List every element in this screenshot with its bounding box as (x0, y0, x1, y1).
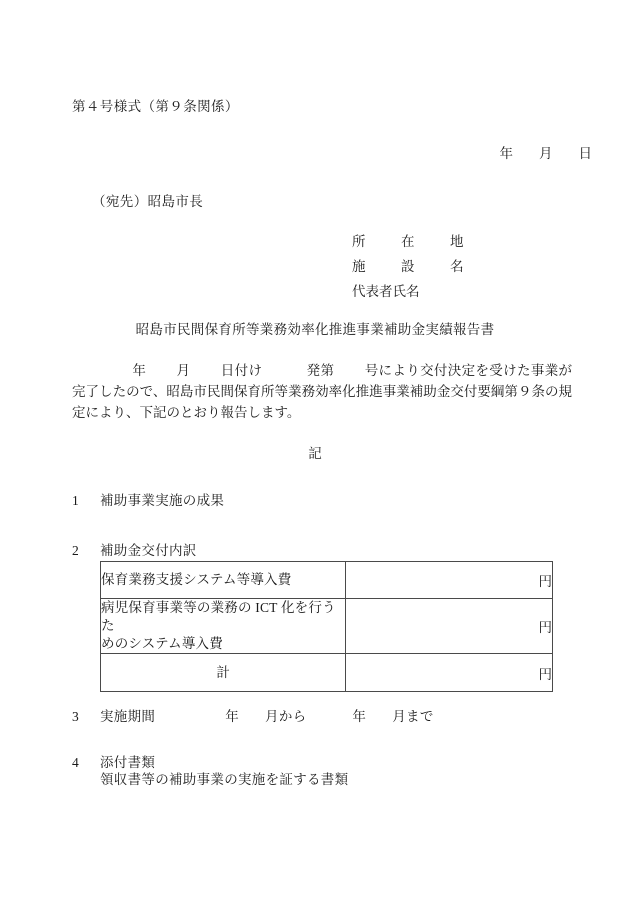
sender-block (352, 229, 475, 304)
table-row (101, 654, 553, 692)
table-row (101, 599, 553, 654)
addressee: （宛先）昭島市長 (92, 194, 204, 209)
breakdown-total-amount[interactable]: 円 (346, 654, 553, 692)
breakdown-row-2-amount[interactable]: 円 (346, 599, 553, 654)
date-day-label: 日 (578, 146, 592, 161)
section-item-1-number: 1 (72, 493, 80, 508)
page-title: 昭島市民間保育所等業務効率化推進事業補助金実績報告書 (135, 322, 495, 337)
section-item-2 (72, 539, 197, 559)
grant-issue-label: 発第 (306, 363, 335, 378)
section-item-1-label: 補助事業実施の成果 (100, 493, 225, 508)
table-row (101, 562, 553, 599)
representative-name-field (352, 279, 464, 304)
grant-year-label: 年 (132, 363, 147, 378)
breakdown-total-label: 計 (101, 654, 346, 692)
section-item-2-number: 2 (72, 543, 80, 558)
location-field-label: 所 在 地 (352, 234, 475, 249)
section-item-4-number: 4 (72, 755, 80, 770)
grant-month-label: 月 (176, 363, 191, 378)
breakdown-row-1-amount[interactable]: 円 (346, 562, 553, 599)
section-item-3-label: 実施期間 (100, 709, 156, 724)
date-year-label: 年 (499, 146, 513, 161)
term-start-month-label: 月から (265, 709, 307, 724)
form-number: 第４号様式（第９条関係） (72, 99, 239, 114)
date-month-label: 月 (539, 146, 553, 161)
term-start-year-label: 年 (225, 709, 240, 724)
attachment-note: 領収書等の補助事業の実施を証する書類 (100, 772, 349, 787)
section-item-3-number: 3 (72, 709, 80, 724)
term-end-year-label: 年 (352, 709, 367, 724)
grant-number-tail: 号により交付決定を受けた事業が完 (72, 363, 573, 399)
breakdown-row-2-label (101, 599, 346, 654)
section-item-1 (72, 489, 224, 509)
section-item-4-label: 添付書類 (100, 755, 156, 770)
subsidy-breakdown-table (100, 561, 553, 692)
section-item-2-label: 補助金交付内訳 (100, 543, 197, 558)
body-line-2: 了したので、昭島市民間保育所等業務効率化推進事業補助金交付要綱第９条の規定 (72, 384, 573, 420)
body-line-3: により、下記のとおり報告します。 (85, 405, 301, 420)
body-paragraph (72, 360, 572, 423)
representative-name-field-label: 代表者氏名 (352, 284, 420, 299)
date-line (0, 142, 592, 162)
location-field (352, 229, 475, 254)
term-end-month-label: 月まで (392, 709, 434, 724)
breakdown-row-1-label: 保育業務支援システム等導入費 (101, 562, 346, 599)
facility-name-field (352, 254, 475, 279)
section-item-3 (72, 705, 434, 725)
grant-day-label: 日付け (220, 363, 263, 378)
breakdown-row-2-label-line1: 病児保育事業等の業務の ICT 化を行うた (101, 600, 336, 633)
breakdown-row-2-label-line2: めのシステム導入費 (101, 636, 223, 651)
facility-name-field-label: 施 設 名 (352, 259, 475, 274)
ki-mark: 記 (308, 446, 322, 461)
